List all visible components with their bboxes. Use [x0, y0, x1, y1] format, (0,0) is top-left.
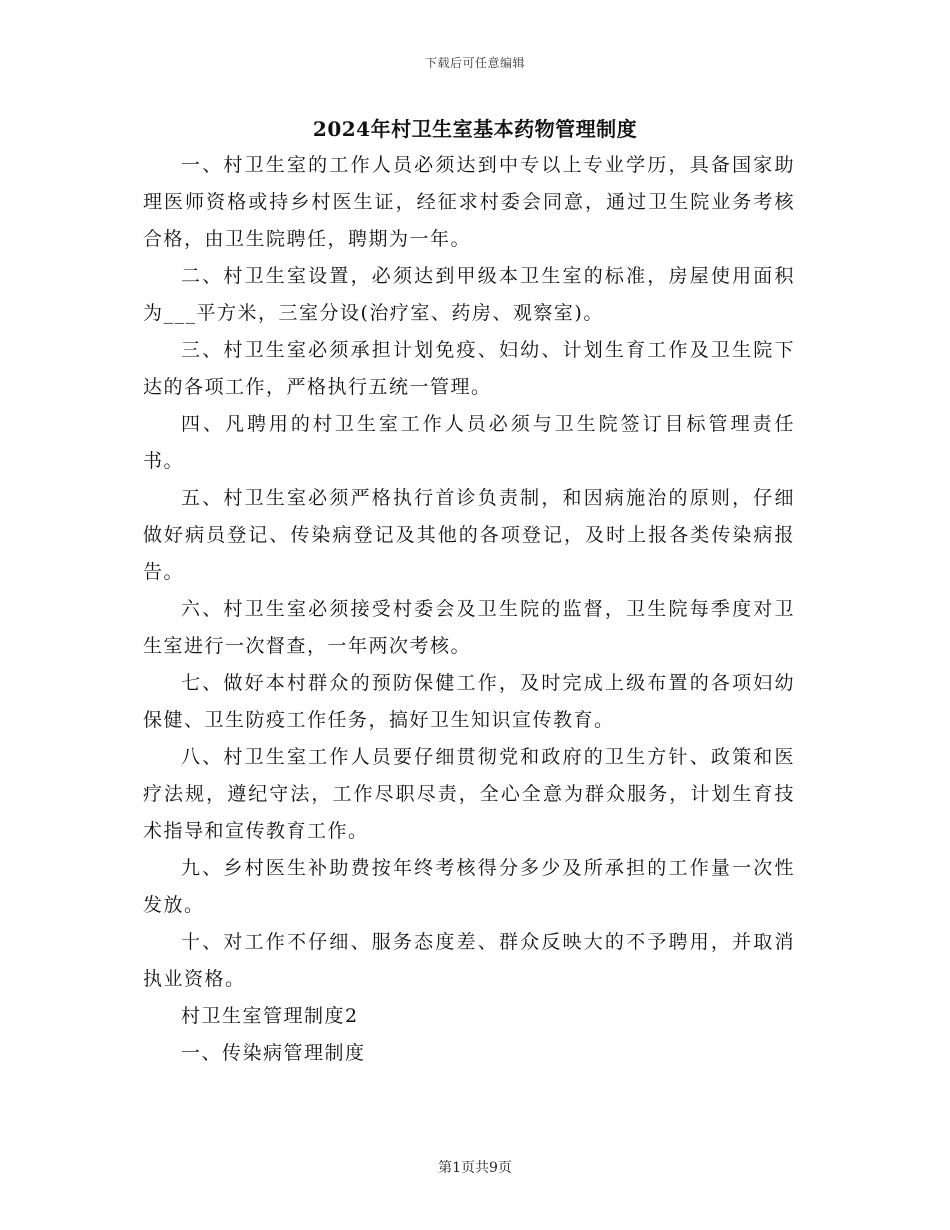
- paragraph-6: 六、村卫生室必须接受村委会及卫生院的监督，卫生院每季度对卫生室进行一次督查，一年两次考核。: [143, 598, 795, 657]
- paragraph-10: 十、对工作不仔细、服务态度差、群众反映大的不予聘用，并取消执业资格。: [143, 931, 795, 990]
- document-body: [143, 147, 795, 1072]
- paragraph-1: 一、村卫生室的工作人员必须达到中专以上专业学历，具备国家助理医师资格或持乡村医生证，经征求村委会同意，通过卫生院业务考核合格，由卫生院聘任，聘期为一年。: [143, 154, 795, 250]
- paragraph-4: 四、凡聘用的村卫生室工作人员必须与卫生院签订目标管理责任书。: [143, 413, 795, 472]
- subsection-heading: 一、传染病管理制度: [181, 1042, 366, 1064]
- paragraph-5: 五、村卫生室必须严格执行首诊负责制，和因病施治的原则，仔细做好病员登记、传染病登记及其他的各项登记，及时上报各类传染病报告。: [143, 487, 795, 583]
- header-note: 下载后可任意编辑: [424, 56, 525, 70]
- paragraph-2: 二、村卫生室设置，必须达到甲级本卫生室的标准，房屋使用面积为___平方米，三室分设(治疗室、药房、观察室)。: [143, 265, 795, 324]
- paragraph-7: 七、做好本村群众的预防保健工作，及时完成上级布置的各项妇幼保健、卫生防疫工作任务，搞好卫生知识宣传教育。: [143, 672, 795, 731]
- paragraph-3: 三、村卫生室必须承担计划免疫、妇幼、计划生育工作及卫生院下达的各项工作，严格执行五统一管理。: [143, 339, 795, 398]
- paragraph-9: 九、乡村医生补助费按年终考核得分多少及所承担的工作量一次性发放。: [143, 857, 795, 916]
- page-number: 第1页共9页: [438, 1160, 512, 1176]
- document-title: 2024年村卫生室基本药物管理制度: [312, 117, 638, 141]
- paragraph-8: 八、村卫生室工作人员要仔细贯彻党和政府的卫生方针、政策和医疗法规，遵纪守法，工作尽职尽责，全心全意为群众服务，计划生育技术指导和宣传教育工作。: [143, 746, 795, 842]
- section-heading: 村卫生室管理制度2: [181, 1005, 359, 1027]
